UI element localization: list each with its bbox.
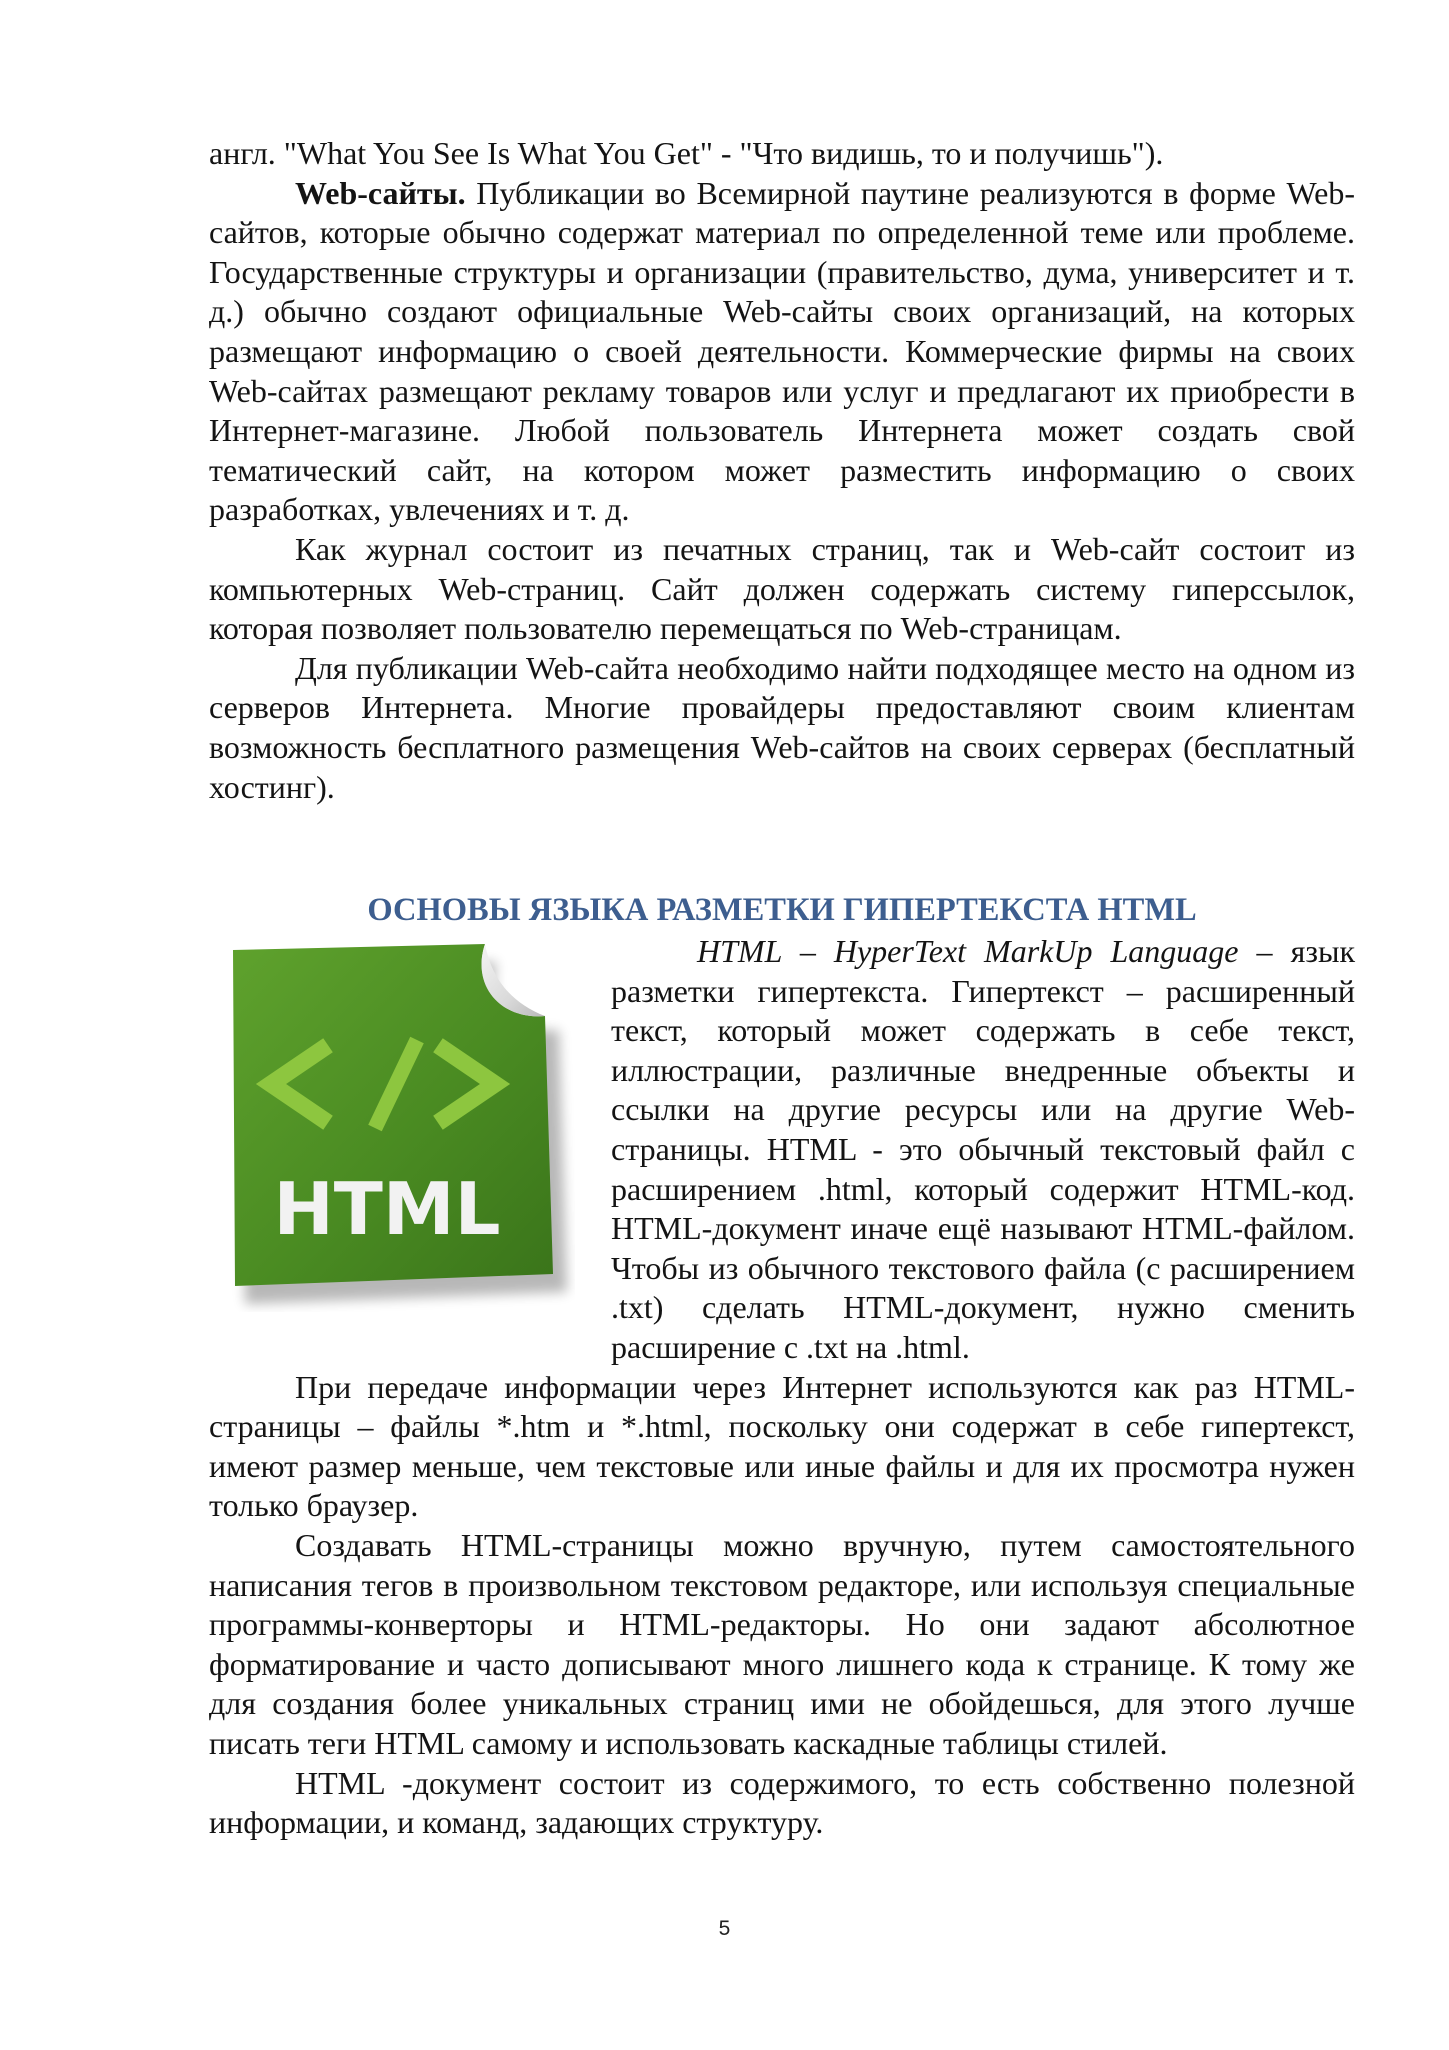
paragraph-websites-text: Публикации во Всемирной паутине реализуются в форме Web-сайтов, которые обычно содержат материал по определенной теме или проблеме. Государственные структуры и организации (правительство, дума, университет и т. д.) обычно создают официальные Web-сайты своих организаций, на которых размещают информацию о своей деятельности. Коммерческие фирмы на своих Web-сайтах размещают рекламу товаров или услуг и предлагают их приобрести в Интернет-магазине. Любой пользователь Интернета может создать свой тематический сайт, на котором может разместить информацию о своих разработках, увлечениях и т. д. — [209, 174, 1355, 528]
paragraph-structure: HTML -документ состоит из содержимого, то есть собственно полезной информации, и команд, задающих структуру. — [209, 1764, 1355, 1841]
html-file-icon — [209, 932, 575, 1312]
paragraph-html-definition — [611, 932, 1355, 1368]
html-label: HTML — [273, 1167, 501, 1252]
html-intro-block — [209, 932, 1355, 1368]
page-number: 5 — [718, 1917, 731, 1940]
paragraph-creation: Создавать HTML-страницы можно вручную, путем самостоятельного написания тегов в произвольном текстовом редакторе, или используя специальные программы-конверторы и HTML-редакторы. Но они задают абсолютное форматирование и часто дописывают много лишнего кода к странице. К тому же для создания более уникальных страниц ими не обойдешься, для этого лучше писать теги HTML самому и использовать каскадные таблицы стилей. — [209, 1527, 1355, 1761]
html-definition-text: – язык разметки гипертекста. Гипертекст – расширенный текст, который может содержать в себе текст, иллюстрации, различные внедренные объекты и ссылки на другие ресурсы или на другие Web-страницы. HTML - это обычный текстовый файл с расширением .html, который содержит HTML-код. HTML-документ иначе ещё называют HTML-файлом. Чтобы из обычного текстового файла (с расширением .txt) сделать HTML-документ, нужно сменить расширение с .txt на .html. — [611, 933, 1356, 1366]
paragraph-websites — [209, 174, 1355, 530]
section-spacer — [209, 807, 1355, 888]
section-heading: ОСНОВЫ ЯЗЫКА РАЗМЕТКИ ГИПЕРТЕКСТА HTML — [367, 892, 1197, 929]
term-websites: Web-сайты. — [295, 174, 466, 211]
paragraph-magazine-analogy: Как журнал состоит из печатных страниц, так и Web-сайт состоит из компьютерных Web-страниц. Сайт должен содержать систему гиперссылок, которая позволяет пользователю перемещаться по Web-страницам. — [209, 530, 1355, 647]
document-page — [209, 134, 1355, 1843]
paragraph-transfer: При передаче информации через Интернет используются как раз HTML-страницы – файлы *.htm и *.html, поскольку они содержат в себе гипертекст, имеют размер меньше, чем текстовые или иные файлы и для их просмотра нужен только браузер. — [209, 1368, 1355, 1524]
paragraph-continuation: англ. "What You See Is What You Get" - "Что видишь, то и получишь"). — [209, 135, 1164, 171]
html-term-italic: HTML – HyperText MarkUp Language — [697, 933, 1239, 970]
paragraph-hosting: Для публикации Web-сайта необходимо найти подходящее место на одном из серверов Интернета. Многие провайдеры предоставляют своим клиентам возможность бесплатного размещения Web-сайтов на своих серверах (бесплатный хостинг). — [209, 649, 1355, 805]
